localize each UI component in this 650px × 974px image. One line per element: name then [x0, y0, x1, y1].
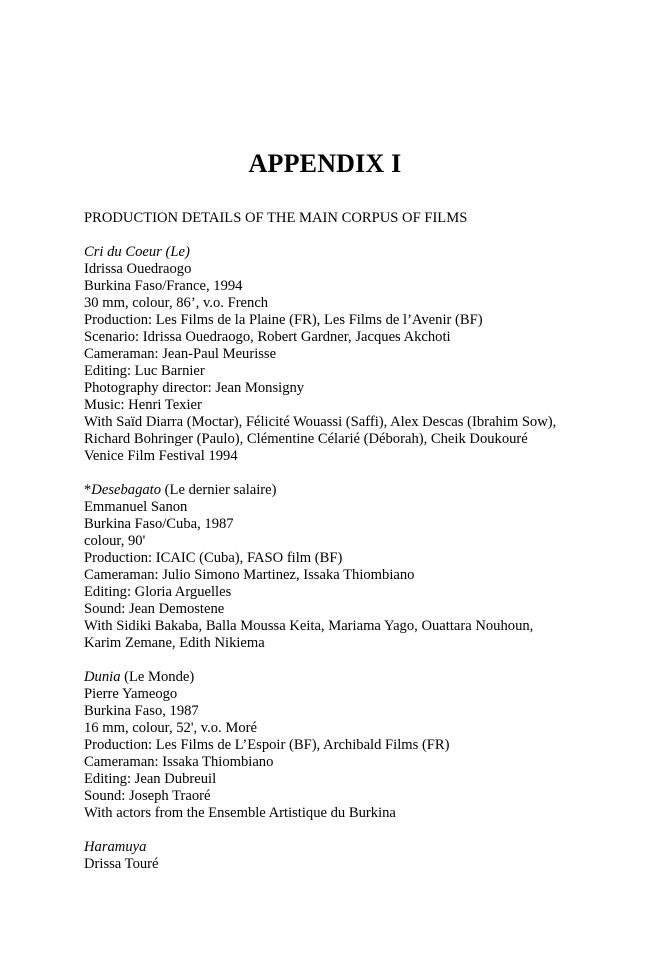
film-cameraman: Cameraman: Jean-Paul Meurisse [84, 346, 277, 362]
film-editing: Editing: Luc Barnier [84, 363, 205, 379]
film-production: Production: Les Films de la Plaine (FR), Les Films de l’Avenir (BF) [84, 312, 483, 328]
film-title-suffix: (Le dernier salaire) [161, 482, 277, 498]
film-entry [84, 244, 624, 465]
film-cast: With actors from the Ensemble Artistique du Burkina [84, 805, 396, 821]
film-title-italic: Haramuya [84, 839, 147, 855]
film-title [84, 482, 624, 499]
film-format: 16 mm, colour, 52', v.o. Moré [84, 720, 257, 736]
film-director: Emmanuel Sanon [84, 499, 188, 515]
film-title [84, 839, 624, 856]
film-photography-director: Photography director: Jean Monsigny [84, 380, 305, 396]
film-country-year: Burkina Faso/Cuba, 1987 [84, 516, 234, 532]
film-cast-continued: Richard Bohringer (Paulo), Clémentine Célarié (Déborah), Cheik Doukouré [84, 431, 528, 447]
film-sound: Sound: Joseph Traoré [84, 788, 211, 804]
film-cast-continued: Karim Zemane, Edith Nikiema [84, 635, 265, 651]
film-title [84, 669, 624, 686]
film-title-suffix: (Le Monde) [120, 669, 195, 685]
film-director: Idrissa Ouedraogo [84, 261, 192, 277]
page-title: APPENDIX I [248, 149, 402, 178]
film-entry [84, 669, 624, 822]
film-entry [84, 482, 624, 652]
film-sound: Sound: Jean Demostene [84, 601, 225, 617]
film-production: Production: Les Films de L’Espoir (BF), Archibald Films (FR) [84, 737, 450, 753]
film-music: Music: Henri Texier [84, 397, 202, 413]
section-heading: PRODUCTION DETAILS OF THE MAIN CORPUS OF FILMS [84, 210, 468, 226]
film-cast: With Sidiki Bakaba, Balla Moussa Keita, Mariama Yago, Ouattara Nouhoun, [84, 618, 534, 634]
film-production: Production: ICAIC (Cuba), FASO film (BF) [84, 550, 343, 566]
film-country-year: Burkina Faso, 1987 [84, 703, 199, 719]
film-director: Pierre Yameogo [84, 686, 178, 702]
film-format: colour, 90' [84, 533, 146, 549]
film-cast: With Saïd Diarra (Moctar), Félicité Wouassi (Saffi), Alex Descas (Ibrahim Sow), [84, 414, 557, 430]
film-scenario: Scenario: Idrissa Ouedraogo, Robert Gardner, Jacques Akchoti [84, 329, 451, 345]
film-cameraman: Cameraman: Issaka Thiombiano [84, 754, 274, 770]
film-title-italic: Desebagato [91, 482, 162, 498]
film-cameraman: Cameraman: Julio Simono Martinez, Issaka Thiombiano [84, 567, 415, 583]
film-festival: Venice Film Festival 1994 [84, 448, 238, 464]
film-title-italic: Cri du Coeur (Le) [84, 244, 190, 260]
film-country-year: Burkina Faso/France, 1994 [84, 278, 243, 294]
film-editing: Editing: Gloria Arguelles [84, 584, 232, 600]
film-title-prefix: * [84, 482, 92, 498]
film-director: Drissa Touré [84, 856, 159, 872]
film-format: 30 mm, colour, 86’, v.o. French [84, 295, 269, 311]
appendix-content [84, 210, 624, 890]
film-editing: Editing: Jean Dubreuil [84, 771, 217, 787]
film-entry [84, 839, 624, 873]
film-title [84, 244, 624, 261]
film-title-italic: Dunia [84, 669, 121, 685]
